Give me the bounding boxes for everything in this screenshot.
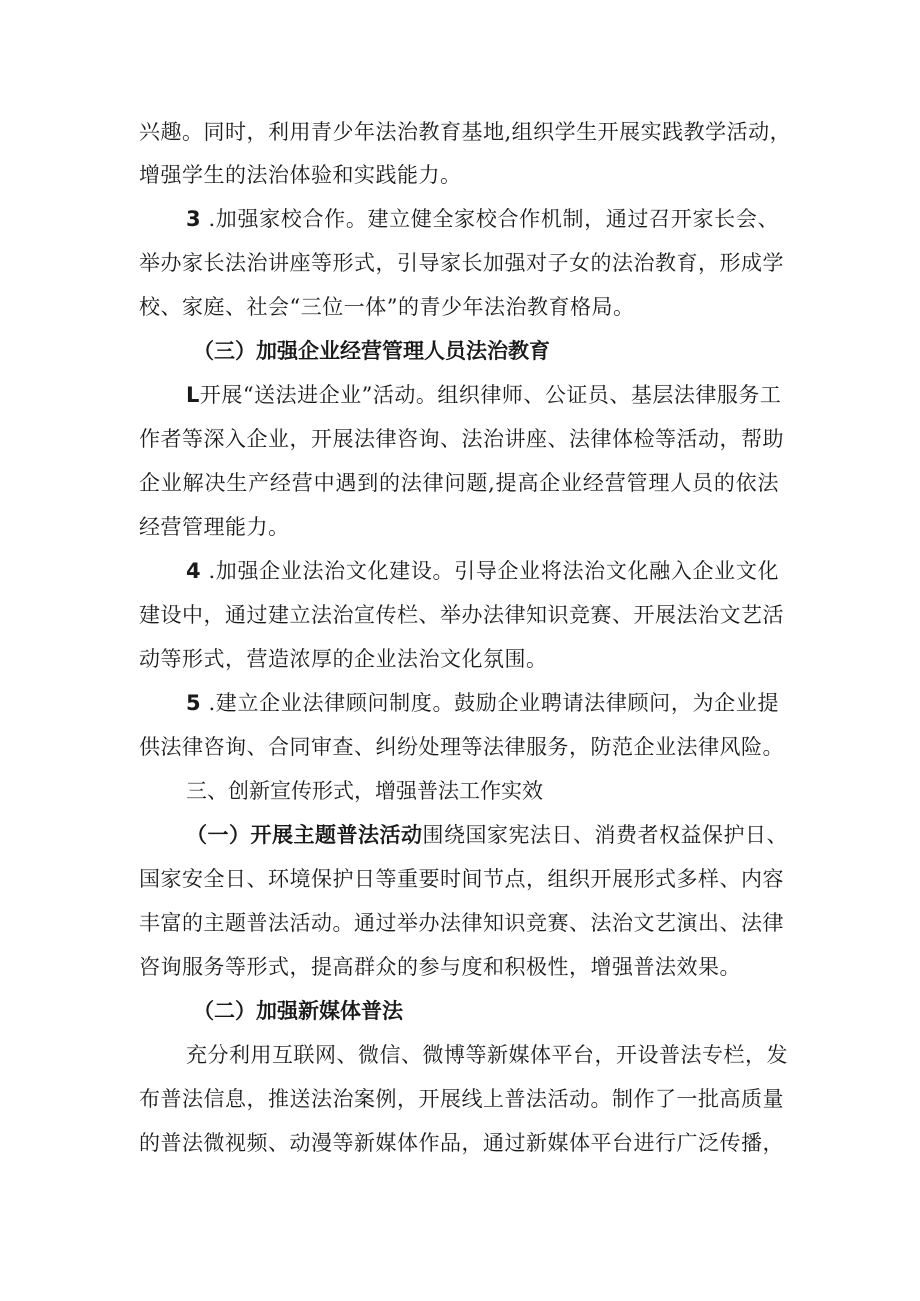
item-number: 4: [186, 559, 202, 583]
paragraph-line: [0, 1121, 784, 1165]
line-text: 校、家庭、社会“三位一体”的青少年法治教育格局。: [139, 295, 635, 319]
line-text: 举办家长法治讲座等形式，引导家长加强对子女的法治教育，形成学: [139, 251, 784, 275]
line-text: 企业解决生产经营中遇到的法律问题,提高企业经营管理人员的依法: [139, 471, 779, 495]
paragraph-line: [0, 945, 779, 989]
line-text: 作者等深入企业，开展法律咨询、法治讲座、法律体检等活动，帮助: [139, 427, 784, 451]
paragraph-line: [0, 901, 784, 945]
line-text: 动等形式，营造浓厚的企业法治文化氛围。: [139, 647, 548, 671]
line-text: 增强学生的法治体验和实践能力。: [139, 163, 462, 187]
paragraph-line: [0, 241, 784, 285]
line-text: 国家安全日、环境保护日等重要时间节点，组织开展形式多样、内容: [139, 867, 784, 891]
heading-text: （三）加强企业经营管理人员法治教育: [193, 339, 550, 363]
paragraph-line: [0, 153, 779, 197]
paragraph-line: [0, 593, 784, 637]
paragraph-line: [0, 637, 779, 681]
heading-text: 三、创新宣传形式，增强普法工作实效: [186, 779, 543, 803]
paragraph-line: [0, 549, 779, 593]
heading-text: （二）加强新媒体普法: [193, 999, 403, 1023]
paragraph-line: [0, 373, 782, 417]
line-text: 供法律咨询、合同审查、纠纷处理等法律服务，防范企业法律风险。: [139, 735, 784, 759]
paragraph-line: [0, 285, 779, 329]
line-text: 充分利用互联网、微信、微博等新媒体平台，开设普法专栏，发: [186, 1043, 788, 1067]
paragraph-line: [0, 681, 779, 725]
line-text: 开展“送法进企业”活动。组织律师、公证员、基层法律服务工: [199, 383, 782, 407]
section-heading: [0, 769, 920, 813]
line-text: 的普法微视频、动漫等新媒体作品，通过新媒体平台进行广泛传播，: [139, 1131, 784, 1155]
item-number: 5: [186, 691, 202, 715]
item-number: L: [186, 383, 200, 407]
line-text: 丰富的主题普法活动。通过举办法律知识竞赛、法治文艺演出、法律: [139, 911, 784, 935]
line-text: 建设中，通过建立法治宣传栏、举办法律知识竞赛、开展法治文艺活: [139, 603, 784, 627]
paragraph-line: [0, 110, 792, 154]
line-text: 围绕国家宪法日、消费者权益保护日、: [422, 823, 788, 847]
paragraph-line: [0, 1033, 788, 1077]
inline-subheading: （一）开展主题普法活动: [186, 823, 423, 847]
paragraph-line: [0, 197, 779, 241]
paragraph-line: [0, 505, 779, 549]
paragraph-line: [0, 417, 784, 461]
paragraph-line: [0, 813, 788, 857]
line-text: 兴趣。同时，利用青少年法治教育基地,组织学生开展实践教学活动，: [139, 120, 792, 144]
paragraph-line: [0, 461, 779, 505]
paragraph-line: [0, 857, 784, 901]
paragraph-line: [0, 1077, 784, 1121]
section-subheading: [0, 329, 920, 373]
line-text: .建立企业法律顾问制度。鼓励企业聘请法律顾问，为企业提: [201, 691, 779, 715]
item-number: 3: [186, 207, 202, 231]
line-text: 布普法信息，推送法治案例，开展线上普法活动。制作了一批高质量: [139, 1087, 784, 1111]
line-text: 经营管理能力。: [139, 515, 290, 539]
paragraph-line: [0, 725, 784, 769]
line-text: .加强家校合作。建立健全家校合作机制，通过召开家长会、: [201, 207, 779, 231]
line-text: .加强企业法治文化建设。引导企业将法治文化融入企业文化: [201, 559, 779, 583]
line-text: 咨询服务等形式，提高群众的参与度和积极性，增强普法效果。: [139, 955, 741, 979]
section-subheading: [0, 989, 920, 1033]
